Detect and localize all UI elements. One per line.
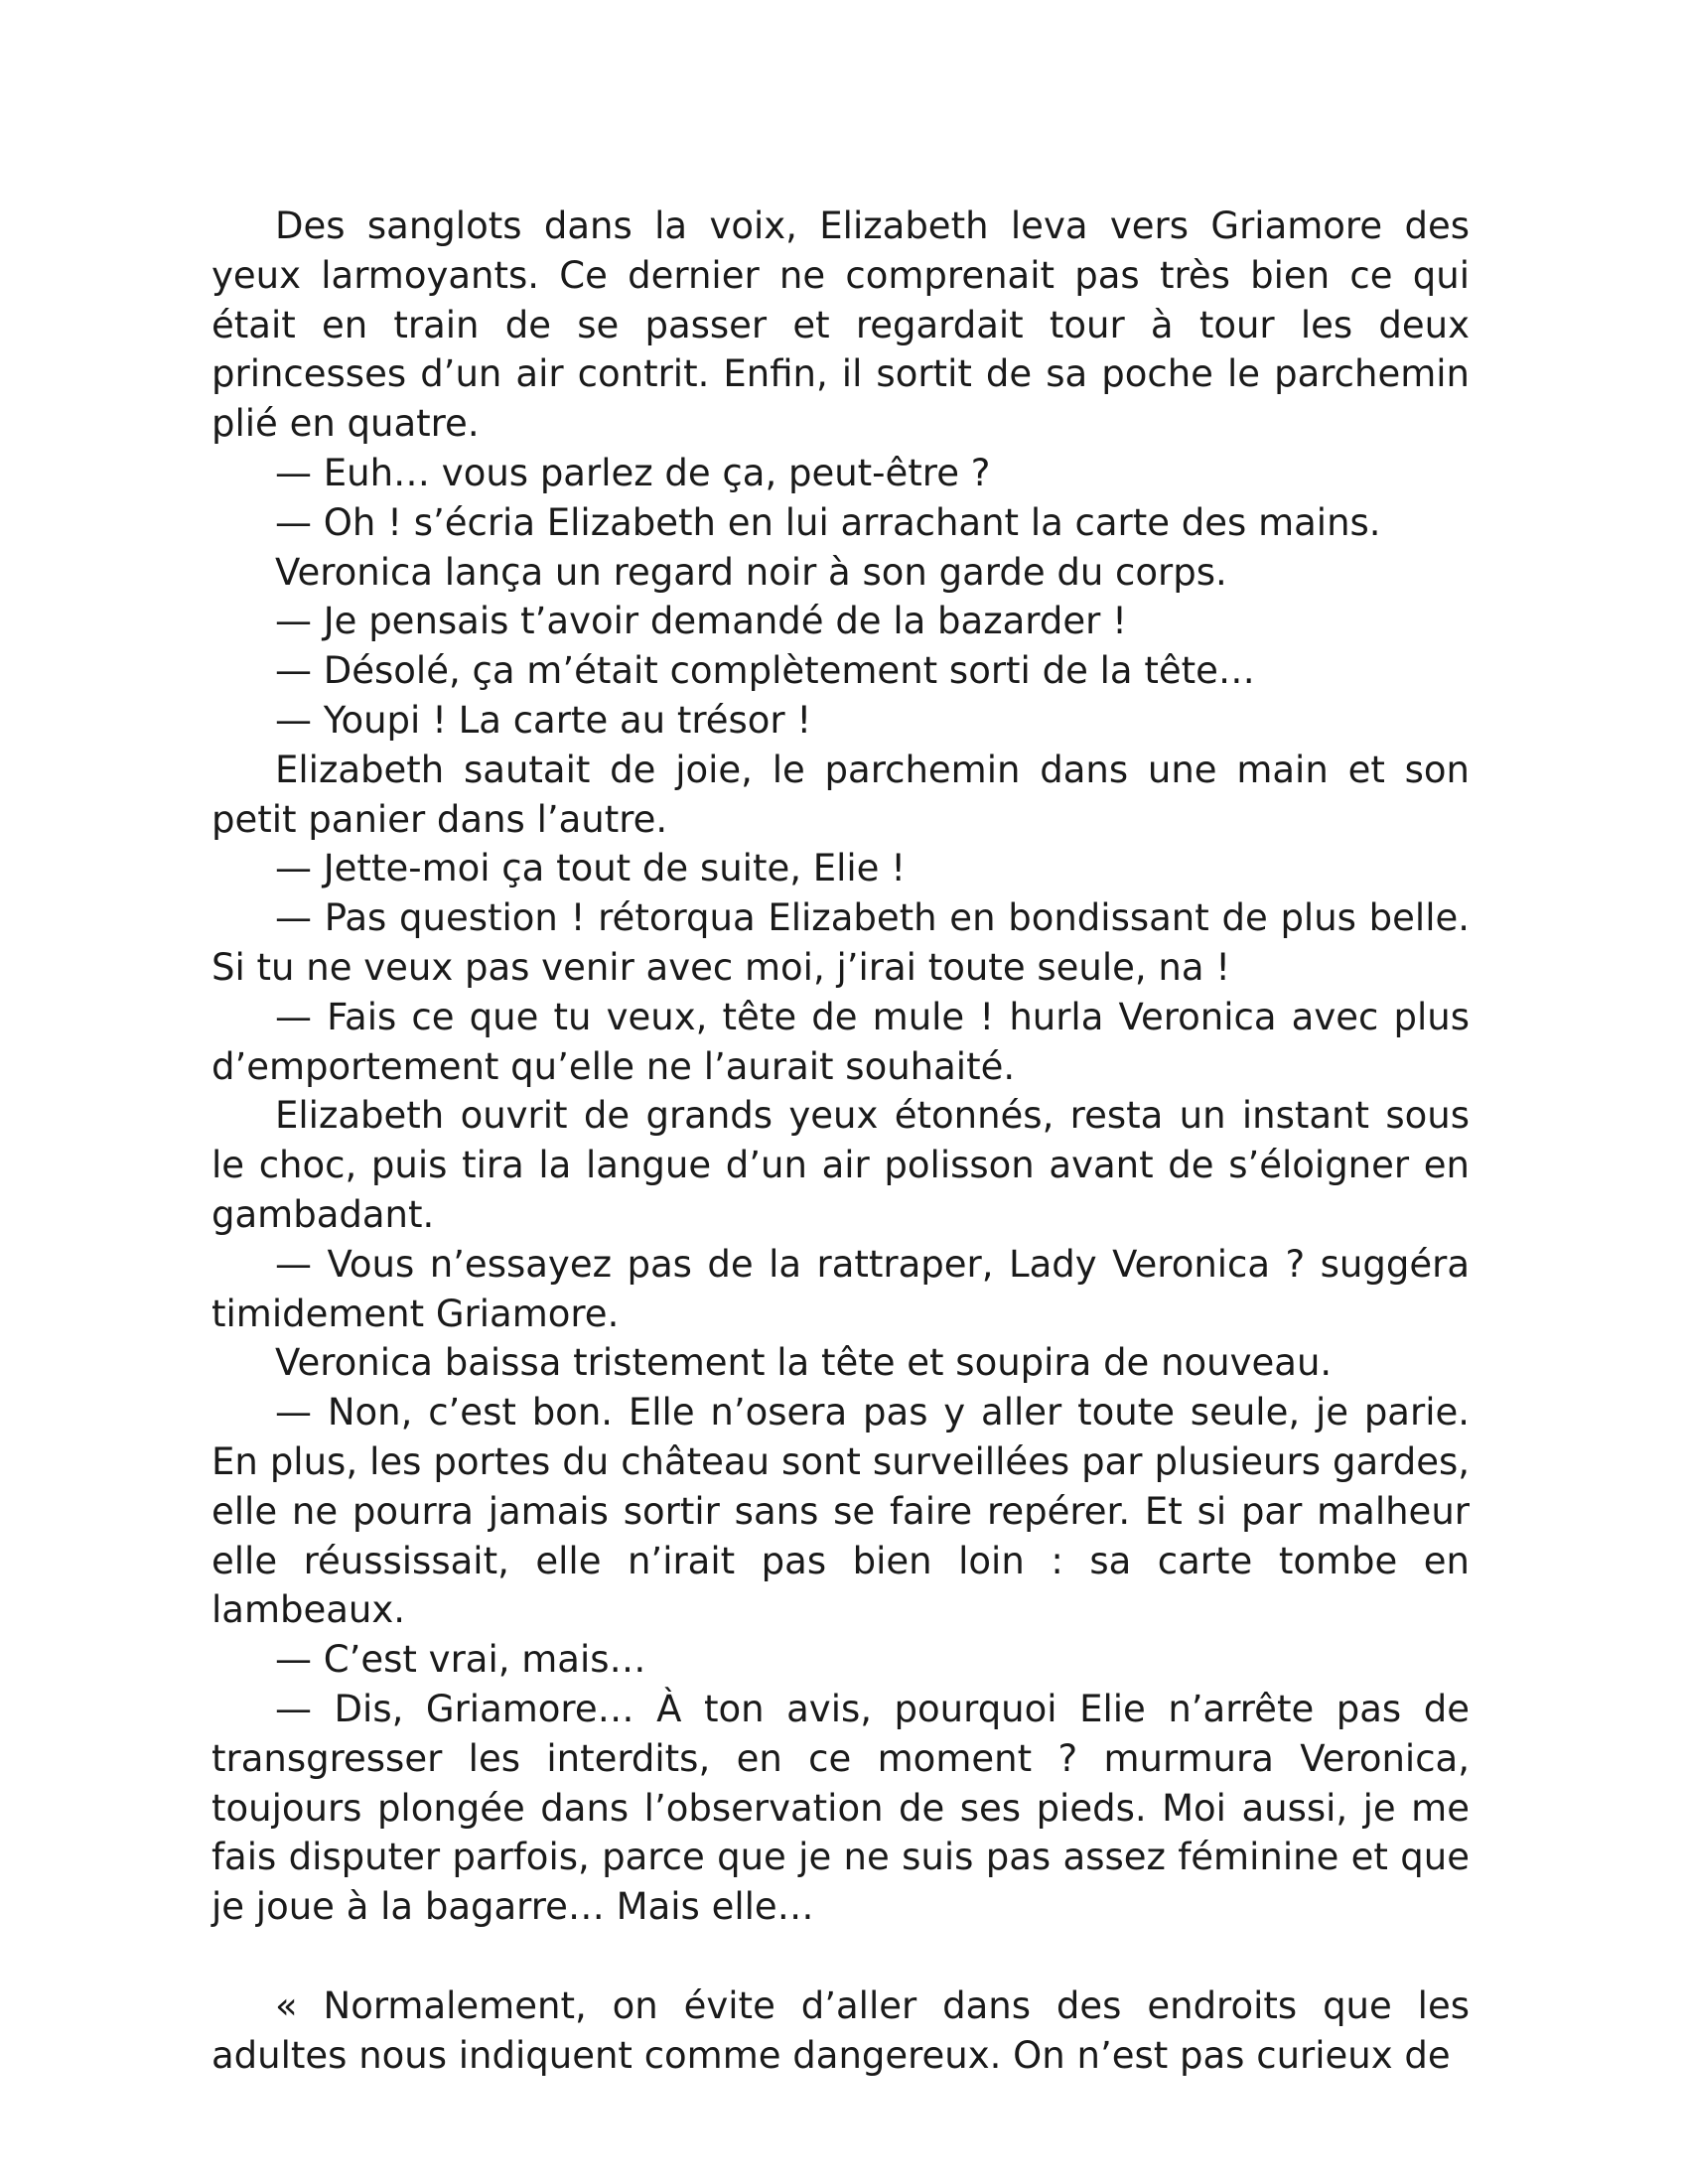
paragraph-12: Elizabeth ouvrit de grands yeux étonnés, resta un instant sous le choc, puis tira la langue d’un air polisson avant de s’éloigner en gambadant. [211, 1094, 1470, 1236]
section-spacer [211, 1932, 1470, 1981]
paragraph-13: — Vous n’essayez pas de la rattraper, Lady Veronica ? suggéra timidement Griamore. [211, 1242, 1470, 1335]
paragraph-10: — Pas question ! rétorqua Elizabeth en bondissant de plus belle. Si tu ne veux pas venir avec moi, j’irai toute seule, na ! [211, 896, 1470, 989]
document-page [211, 202, 1470, 2080]
paragraph-5: — Je pensais t’avoir demandé de la bazarder ! [275, 600, 1127, 643]
paragraph-7: — Youpi ! La carte au trésor ! [275, 698, 812, 742]
paragraph-15: — Non, c’est bon. Elle n’osera pas y aller toute seule, je parie. En plus, les portes du château sont surveillées par plusieurs gardes, elle ne pourra jamais sortir sans se faire repérer. Et si par malheur elle réussissait, elle n’irait pas bien loin : sa carte tombe en lambeaux. [211, 1391, 1470, 1632]
paragraph-4: Veronica lança un regard noir à son garde du corps. [275, 550, 1227, 594]
paragraph-17: — Dis, Griamore… À ton avis, pourquoi Elie n’arrête pas de transgresser les interdits, en ce moment ? murmura Veronica, toujours plongée dans l’observation de ses pieds. Moi aussi, je me fais disputer parfois, parce que je ne suis pas assez féminine et que je joue à la bagarre… Mais elle… [211, 1687, 1470, 1929]
paragraph-11: — Fais ce que tu veux, tête de mule ! hurla Veronica avec plus d’emportement qu’elle ne l’aurait souhaité. [211, 995, 1470, 1088]
quote-paragraph: « Normalement, on évite d’aller dans des endroits que les adultes nous indiquent comme dangereux. On n’est pas curieux de [211, 1983, 1470, 2077]
paragraph-3: — Oh ! s’écria Elizabeth en lui arrachant la carte des mains. [275, 500, 1381, 544]
paragraph-16: — C’est vrai, mais… [275, 1638, 646, 1682]
paragraph-14: Veronica baissa tristement la tête et soupira de nouveau. [275, 1341, 1333, 1385]
paragraph-2: — Euh… vous parlez de ça, peut-être ? [275, 451, 991, 494]
paragraph-9: — Jette-moi ça tout de suite, Elie ! [275, 847, 907, 890]
paragraph-6: — Désolé, ça m’était complètement sorti de la tête… [275, 649, 1255, 693]
paragraph-8: Elizabeth sautait de joie, le parchemin dans une main et son petit panier dans l’autre. [211, 748, 1470, 841]
paragraph-1: Des sanglots dans la voix, Elizabeth leva vers Griamore des yeux larmoyants. Ce dernier ne comprenait pas très bien ce qui était en train de se passer et regardait tour à tour les deux princesses d’un air contrit. Enfin, il sortit de sa poche le parchemin plié en quatre. [211, 205, 1470, 446]
